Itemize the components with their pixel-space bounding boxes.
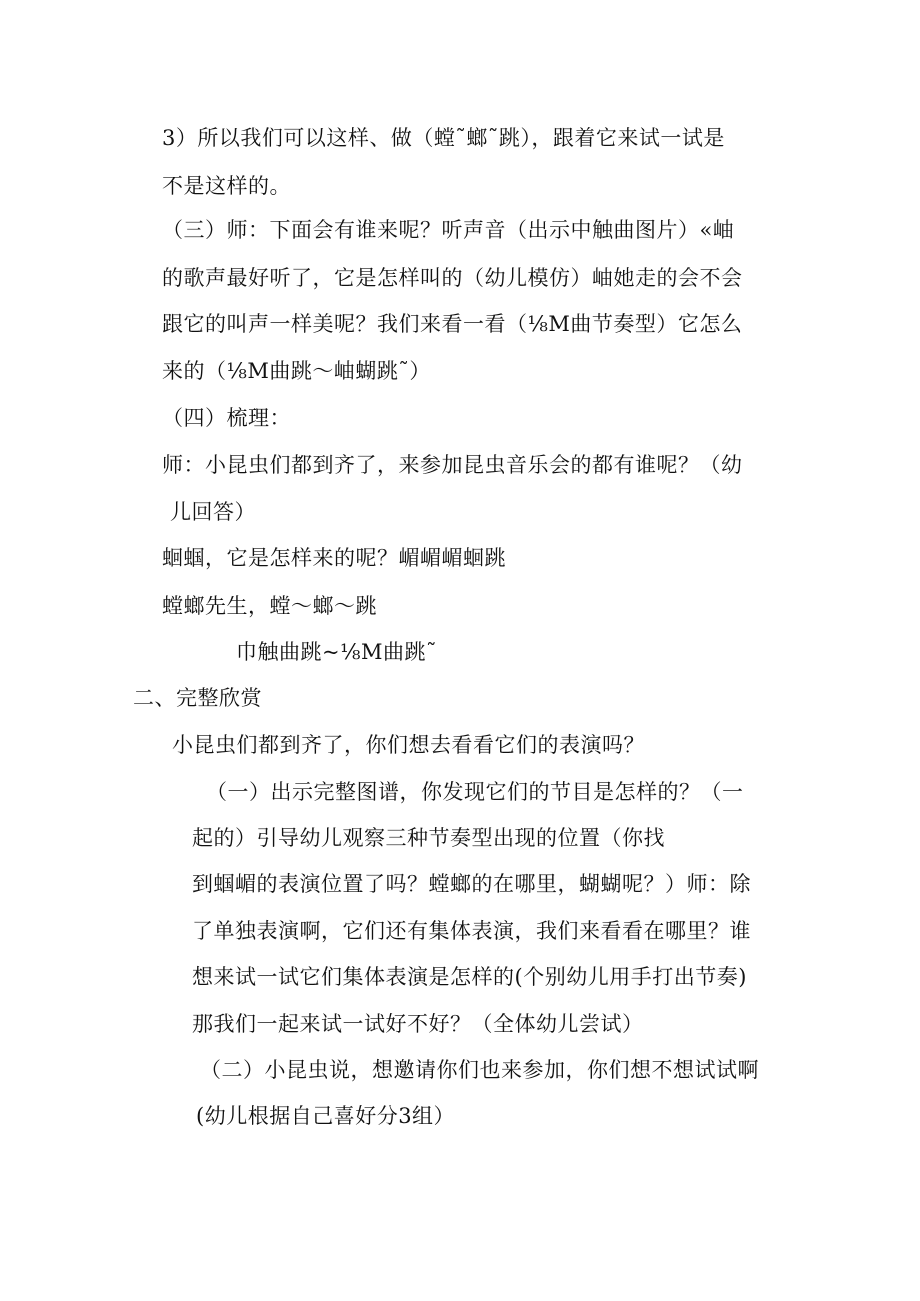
text-line: (幼儿根据自己喜好分3组） <box>196 1104 456 1128</box>
text-line: 儿回答） <box>170 500 256 524</box>
text-line: 师：小昆虫们都到齐了，来参加昆虫音乐会的都有谁呢？（幼 <box>162 453 743 477</box>
text-line: （三）师：下面会有谁来呢？听声音（出示中触曲图片）«岫 <box>162 218 735 242</box>
text-line: 巾触曲跳~⅛M曲跳˜ <box>236 640 437 664</box>
text-line: 那我们一起来试一试好不好？（全体幼儿尝试） <box>192 1012 644 1036</box>
text-line: 到蝈嵋的表演位置了吗？螳螂的在哪里，蝴蝴呢？）师：除 <box>192 872 751 896</box>
text-line: 螳螂先生，螳～螂～跳 <box>162 594 377 618</box>
text-line: 小昆虫们都到齐了，你们想去看看它们的表演吗？ <box>172 733 645 757</box>
text-line: （二）小昆虫说，想邀请你们也来参加，你们想不想试试啊 <box>200 1058 759 1082</box>
text-line: （四）梳理： <box>162 406 291 430</box>
text-line: 蛔蝈，它是怎样来的呢？嵋嵋嵋蛔跳 <box>162 546 506 570</box>
text-line: 了单独表演啊，它们还有集体表演，我们来看看在哪里？谁 <box>192 919 751 943</box>
text-line: 起的）引导幼儿观察三种节奏型出现的位置（你找 <box>192 826 665 850</box>
section-heading: 二、完整欣赏 <box>133 686 262 710</box>
text-line: 来的（⅛M曲跳～岫蝴跳˜） <box>162 359 431 383</box>
text-line: 想来试一试它们集体表演是怎样的(个别幼儿用手打出节奏) <box>192 965 747 989</box>
text-line: （一）出示完整图谱，你发现它们的节目是怎样的？（一 <box>206 780 744 804</box>
text-line: 的歌声最好听了，它是怎样叫的（幼儿模仿）岫她走的会不会 <box>162 266 743 290</box>
text-line: 不是这样的。 <box>162 174 291 198</box>
text-line: 3）所以我们可以这样、做（螳˜螂˜跳），跟着它来试一试是 <box>162 126 725 150</box>
text-line: 跟它的叫声一样美呢？我们来看一看（⅛M曲节奏型）它怎么 <box>162 312 743 336</box>
